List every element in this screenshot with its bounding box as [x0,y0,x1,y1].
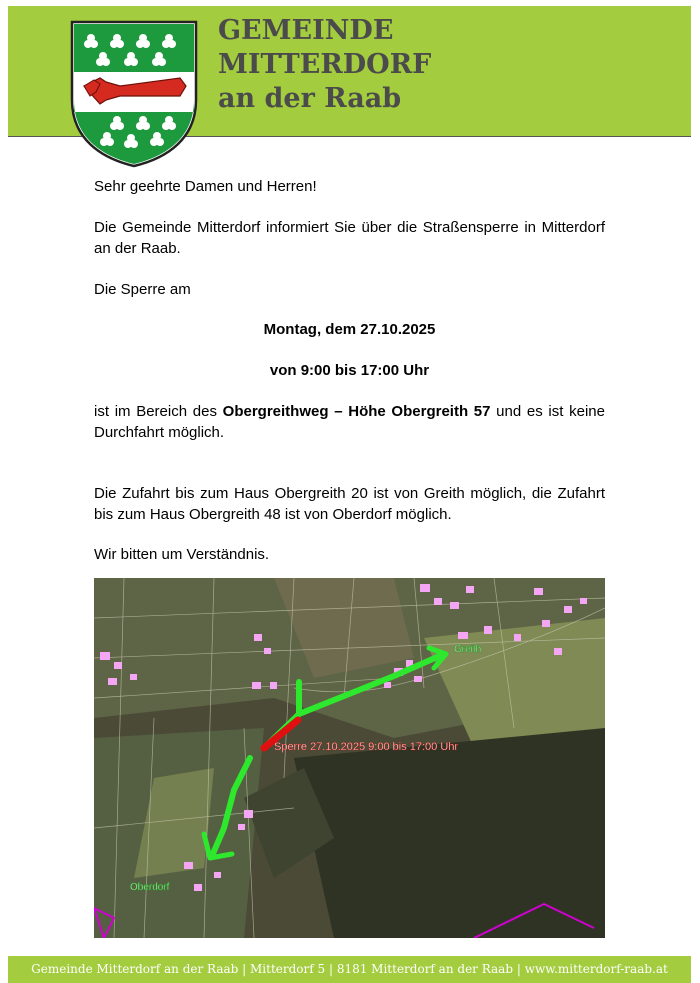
coat-of-arms-logo [70,20,198,168]
greeting: Sehr geehrte Damen und Herren! [94,178,317,195]
map-graphic [94,578,605,938]
map-closure-label: Sperre 27.10.2025 9:00 bis 17:00 Uhr [274,741,459,753]
closure-date: Montag, dem 27.10.2025 [263,321,436,338]
closure-area-paragraph [94,401,605,443]
title-line-3: an der Raab [218,83,402,114]
footer-bar: Gemeinde Mitterdorf an der Raab | Mitterdorf 5 | 8181 Mitterdorf an der Raab | www.mitterdorf-raab.at [8,956,691,983]
area-location: Obergreithweg – Höhe Obergreith 57 [222,403,491,420]
closure-time: von 9:00 bis 17:00 Uhr [269,362,430,379]
title-line-1: GEMEINDE [218,15,394,46]
municipality-title [218,14,431,116]
closing-text: Wir bitten um Verständnis. [94,546,270,563]
area-prefix: ist im Bereich des [94,403,223,420]
aerial-map [94,578,605,938]
lead-text: Die Sperre am [94,281,191,298]
intro-paragraph: Die Gemeinde Mitterdorf informiert Sie über die Straßensperre in Mitterdorf an der Raab. [94,219,605,257]
map-label-greith: Greith [454,644,482,655]
area-suffix: und es ist keine Durchfahrt möglich. [94,403,605,441]
title-line-2: MITTERDORF [218,49,432,80]
access-paragraph: Die Zufahrt bis zum Haus Obergreith 20 ist von Greith möglich, die Zufahrt bis zum Haus Obergreith 48 ist von Oberdorf möglich. [94,485,605,523]
map-label-oberdorf: Oberdorf [130,882,170,893]
